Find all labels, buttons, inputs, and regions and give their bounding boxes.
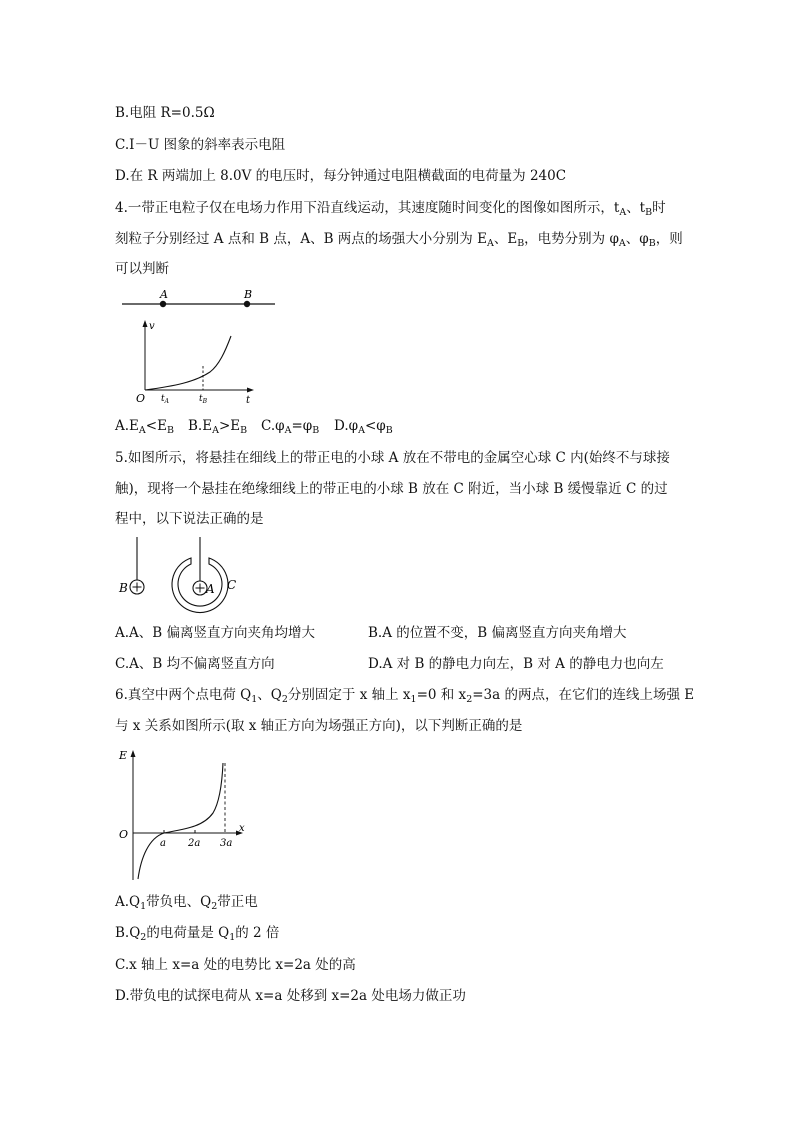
q6-option-a: $A.Q_1$带负电、$Q_2$带正电 xyxy=(115,894,258,912)
q4-point-b xyxy=(244,301,250,307)
q6-figure xyxy=(115,745,255,883)
q6-stem-line1: 6.真空中两个点电荷 $Q_1$、$Q_2$分别固定于 x 轴上 $x_1=0$ 和 $x_2=3a$ 的两点，在它们的连线上场强 E xyxy=(115,687,695,705)
q4-velocity-curve xyxy=(145,336,231,390)
q5-option-b: B.A 的位置不变，B 偏离竖直方向夹角增大 xyxy=(368,625,627,641)
q6-option-b: $B.Q_2$的电荷量是 $Q_1$的 2 倍 xyxy=(115,925,280,943)
q4-origin-label: O xyxy=(136,392,146,405)
q5-label-a: A xyxy=(206,582,215,596)
q4-option-b: $B.E_A>E_B$ xyxy=(188,418,248,436)
q4-stem-line3: 可以判断 xyxy=(115,261,169,277)
q5-stem-line1: 5.如图所示，将悬挂在细线上的带正电的小球 A 放在不带电的金属空心球 C 内(始终不与球接 xyxy=(115,450,670,466)
q4-option-a: $A.E_A<E_B$ xyxy=(115,418,174,436)
q4-option-d: $D.\varphi_A<\varphi_B$ xyxy=(334,418,393,436)
q6-option-d: D.带负电的试探电荷从 x=a 处移到 x=2a 处电场力做正功 xyxy=(115,988,466,1004)
q5-label-b: B xyxy=(119,581,128,595)
q4-stem-line1: 4.一带正电粒子仅在电场力作用下沿直线运动，其速度随时间变化的图像如图所示，$t_A$、$t_B$时 xyxy=(115,200,666,218)
q4-figure xyxy=(115,282,285,410)
q6-tick-3a-label: 3a xyxy=(220,838,233,849)
q3-option-d: D.在 R 两端加上 8.0V 的电压时，每分钟通过电阻横截面的电荷量为 240C xyxy=(115,168,567,184)
q4-option-c: $C.\varphi_A=\varphi_B$ xyxy=(261,418,320,436)
q4-axis-v-label: v xyxy=(149,321,155,332)
q3-option-c: C.I－U 图象的斜率表示电阻 xyxy=(115,137,286,153)
q6-e-axis-arrow xyxy=(131,750,136,757)
q5-label-c: C xyxy=(227,578,237,592)
q5-figure xyxy=(115,537,245,617)
q4-label-a: A xyxy=(160,288,168,301)
q4-t-axis-arrow xyxy=(247,388,254,393)
q4-point-a xyxy=(160,301,166,307)
q3-option-b: B.电阻 R=0.5Ω xyxy=(115,105,215,121)
q5-stem-line2: 触)，现将一个悬挂在绝缘细线上的带正电的小球 B 放在 C 附近，当小球 B 缓慢靠近 C 的过 xyxy=(115,481,668,497)
q6-tick-a-label: a xyxy=(160,838,166,849)
q4-tick-tb: $t_B$ xyxy=(199,394,208,405)
q5-option-d: D.A 对 B 的静电力向左，B 对 A 的静电力也向左 xyxy=(368,656,664,672)
q6-axis-x-label: x xyxy=(239,823,245,834)
q4-v-axis-arrow xyxy=(143,320,148,327)
q6-axis-e-label: E xyxy=(119,749,128,762)
q4-tick-ta: $t_A$ xyxy=(161,394,169,405)
q5-option-a: A.A、B 偏离竖直方向夹角均增大 xyxy=(115,625,316,641)
q5-option-c: C.A、B 均不偏离竖直方向 xyxy=(115,656,275,672)
q6-origin-label: O xyxy=(119,828,129,841)
q6-option-c: C.x 轴上 x=a 处的电势比 x=2a 处的高 xyxy=(115,957,356,973)
q5-stem-line3: 程中，以下说法正确的是 xyxy=(115,511,264,527)
q4-axis-t-label: t xyxy=(246,395,251,406)
q6-tick-2a-label: 2a xyxy=(188,838,201,849)
q6-stem-line2: 与 x 关系如图所示(取 x 轴正方向为场强正方向)，以下判断正确的是 xyxy=(115,718,523,734)
q4-stem-line2: 刻粒子分别经过 A 点和 B 点，A、B 两点的场强大小分别为 $E_A$、$E_B$，电势分别为 $\varphi_A$、$\varphi_B$，则 xyxy=(115,231,683,249)
q4-label-b: B xyxy=(244,288,253,301)
q6-field-curve xyxy=(138,763,223,879)
